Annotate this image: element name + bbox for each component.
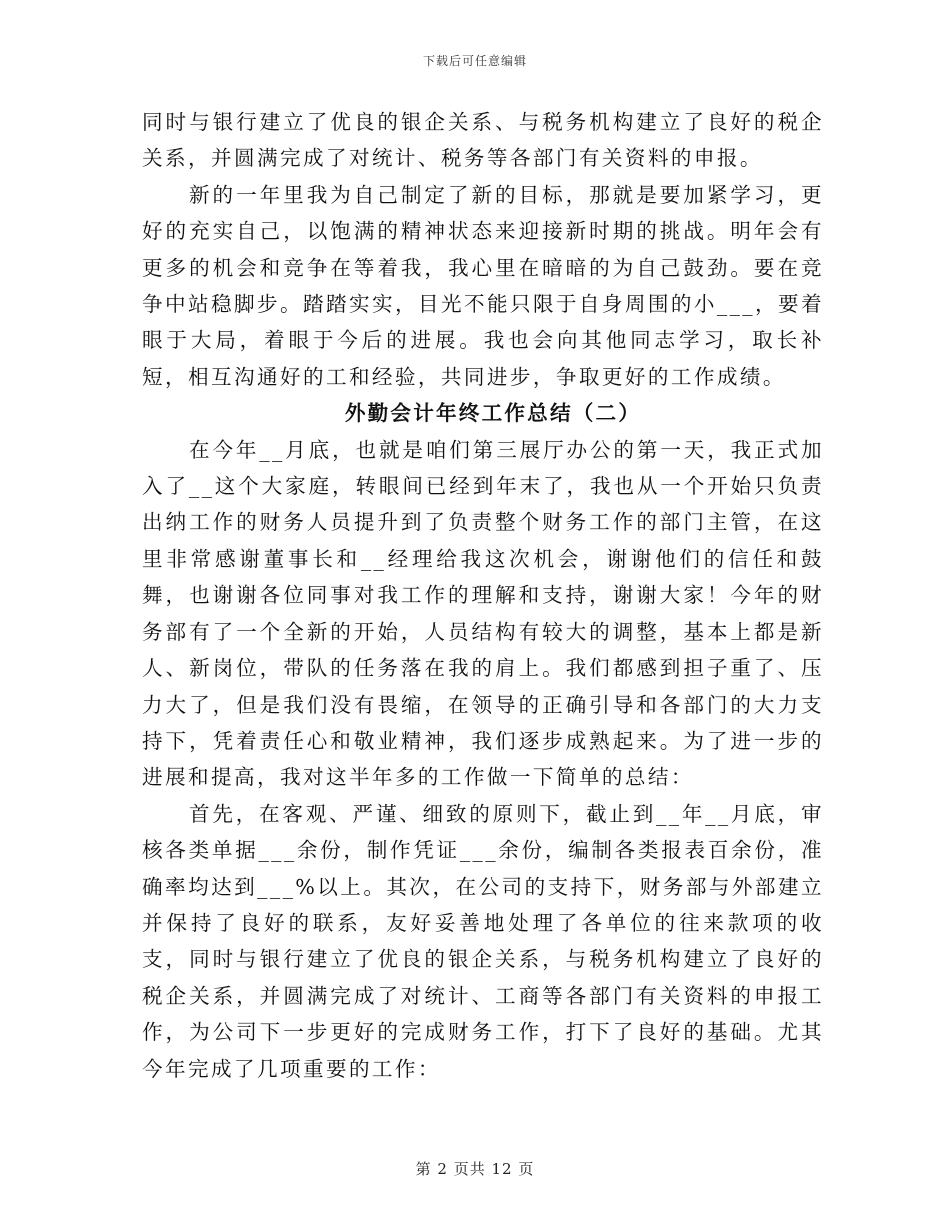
paragraph-continued: 同时与银行建立了优良的银企关系、与税务机构建立了良好的税企关系，并圆满完成了对统计、税务等各部门有关资料的申报。 <box>142 110 824 171</box>
section-title: 外勤会计年终工作总结（二） <box>344 401 642 426</box>
document-body <box>142 104 824 1087</box>
paragraph-new-year-goals: 新的一年里我为自己制定了新的目标，那就是要加紧学习，更好的充实自己，以饱满的精神状态来迎接新时期的挑战。明年会有更多的机会和竞争在等着我，我心里在暗暗的为自己鼓劲。要在竞争中站稳脚步。踏踏实实，目光不能只限于自身周围的小___，要着眼于大局，着眼于今后的进展。我也会向其他同志学习，取长补短，相互沟通好的工和经验，共同进步，争取更好的工作成绩。 <box>142 182 824 389</box>
paragraph-introduction: 在今年__月底，也就是咱们第三展厅办公的第一天，我正式加入了__这个大家庭，转眼间已经到年末了，我也从一个开始只负责出纳工作的财务人员提升到了负责整个财务工作的部门主管，在这里非常感谢董事长和__经理给我这次机会，谢谢他们的信任和鼓舞，也谢谢各位同事对我工作的理解和支持，谢谢大家！今年的财务部有了一个全新的开始，人员结构有较大的调整，基本上都是新人、新岗位，带队的任务落在我的肩上。我们都感到担子重了、压力大了，但是我们没有畏缩，在领导的正确引导和各部门的大力支持下，凭着责任心和敬业精神，我们逐步成熟起来。为了进一步的进展和提高，我对这半年多的工作做一下简单的总结： <box>142 437 824 790</box>
page-number: 第 2 页共 12 页 <box>415 1160 535 1178</box>
header-note: 下载后可任意编辑 <box>422 54 527 68</box>
paragraph-work-summary: 首先，在客观、严谨、细致的原则下，截止到__年__月底，审核各类单据___余份，制作凭证___余份，编制各类报表百余份，准确率均达到___%以上。其次，在公司的支持下，财务部与外部建立并保持了良好的联系，友好妥善地处理了各单位的往来款项的收支，同时与银行建立了优良的银企关系，与税务机构建立了良好的税企关系，并圆满完成了对统计、工商等各部门有关资料的申报工作，为公司下一步更好的完成财务工作，打下了良好的基础。尤其今年完成了几项重要的工作： <box>142 801 824 1081</box>
